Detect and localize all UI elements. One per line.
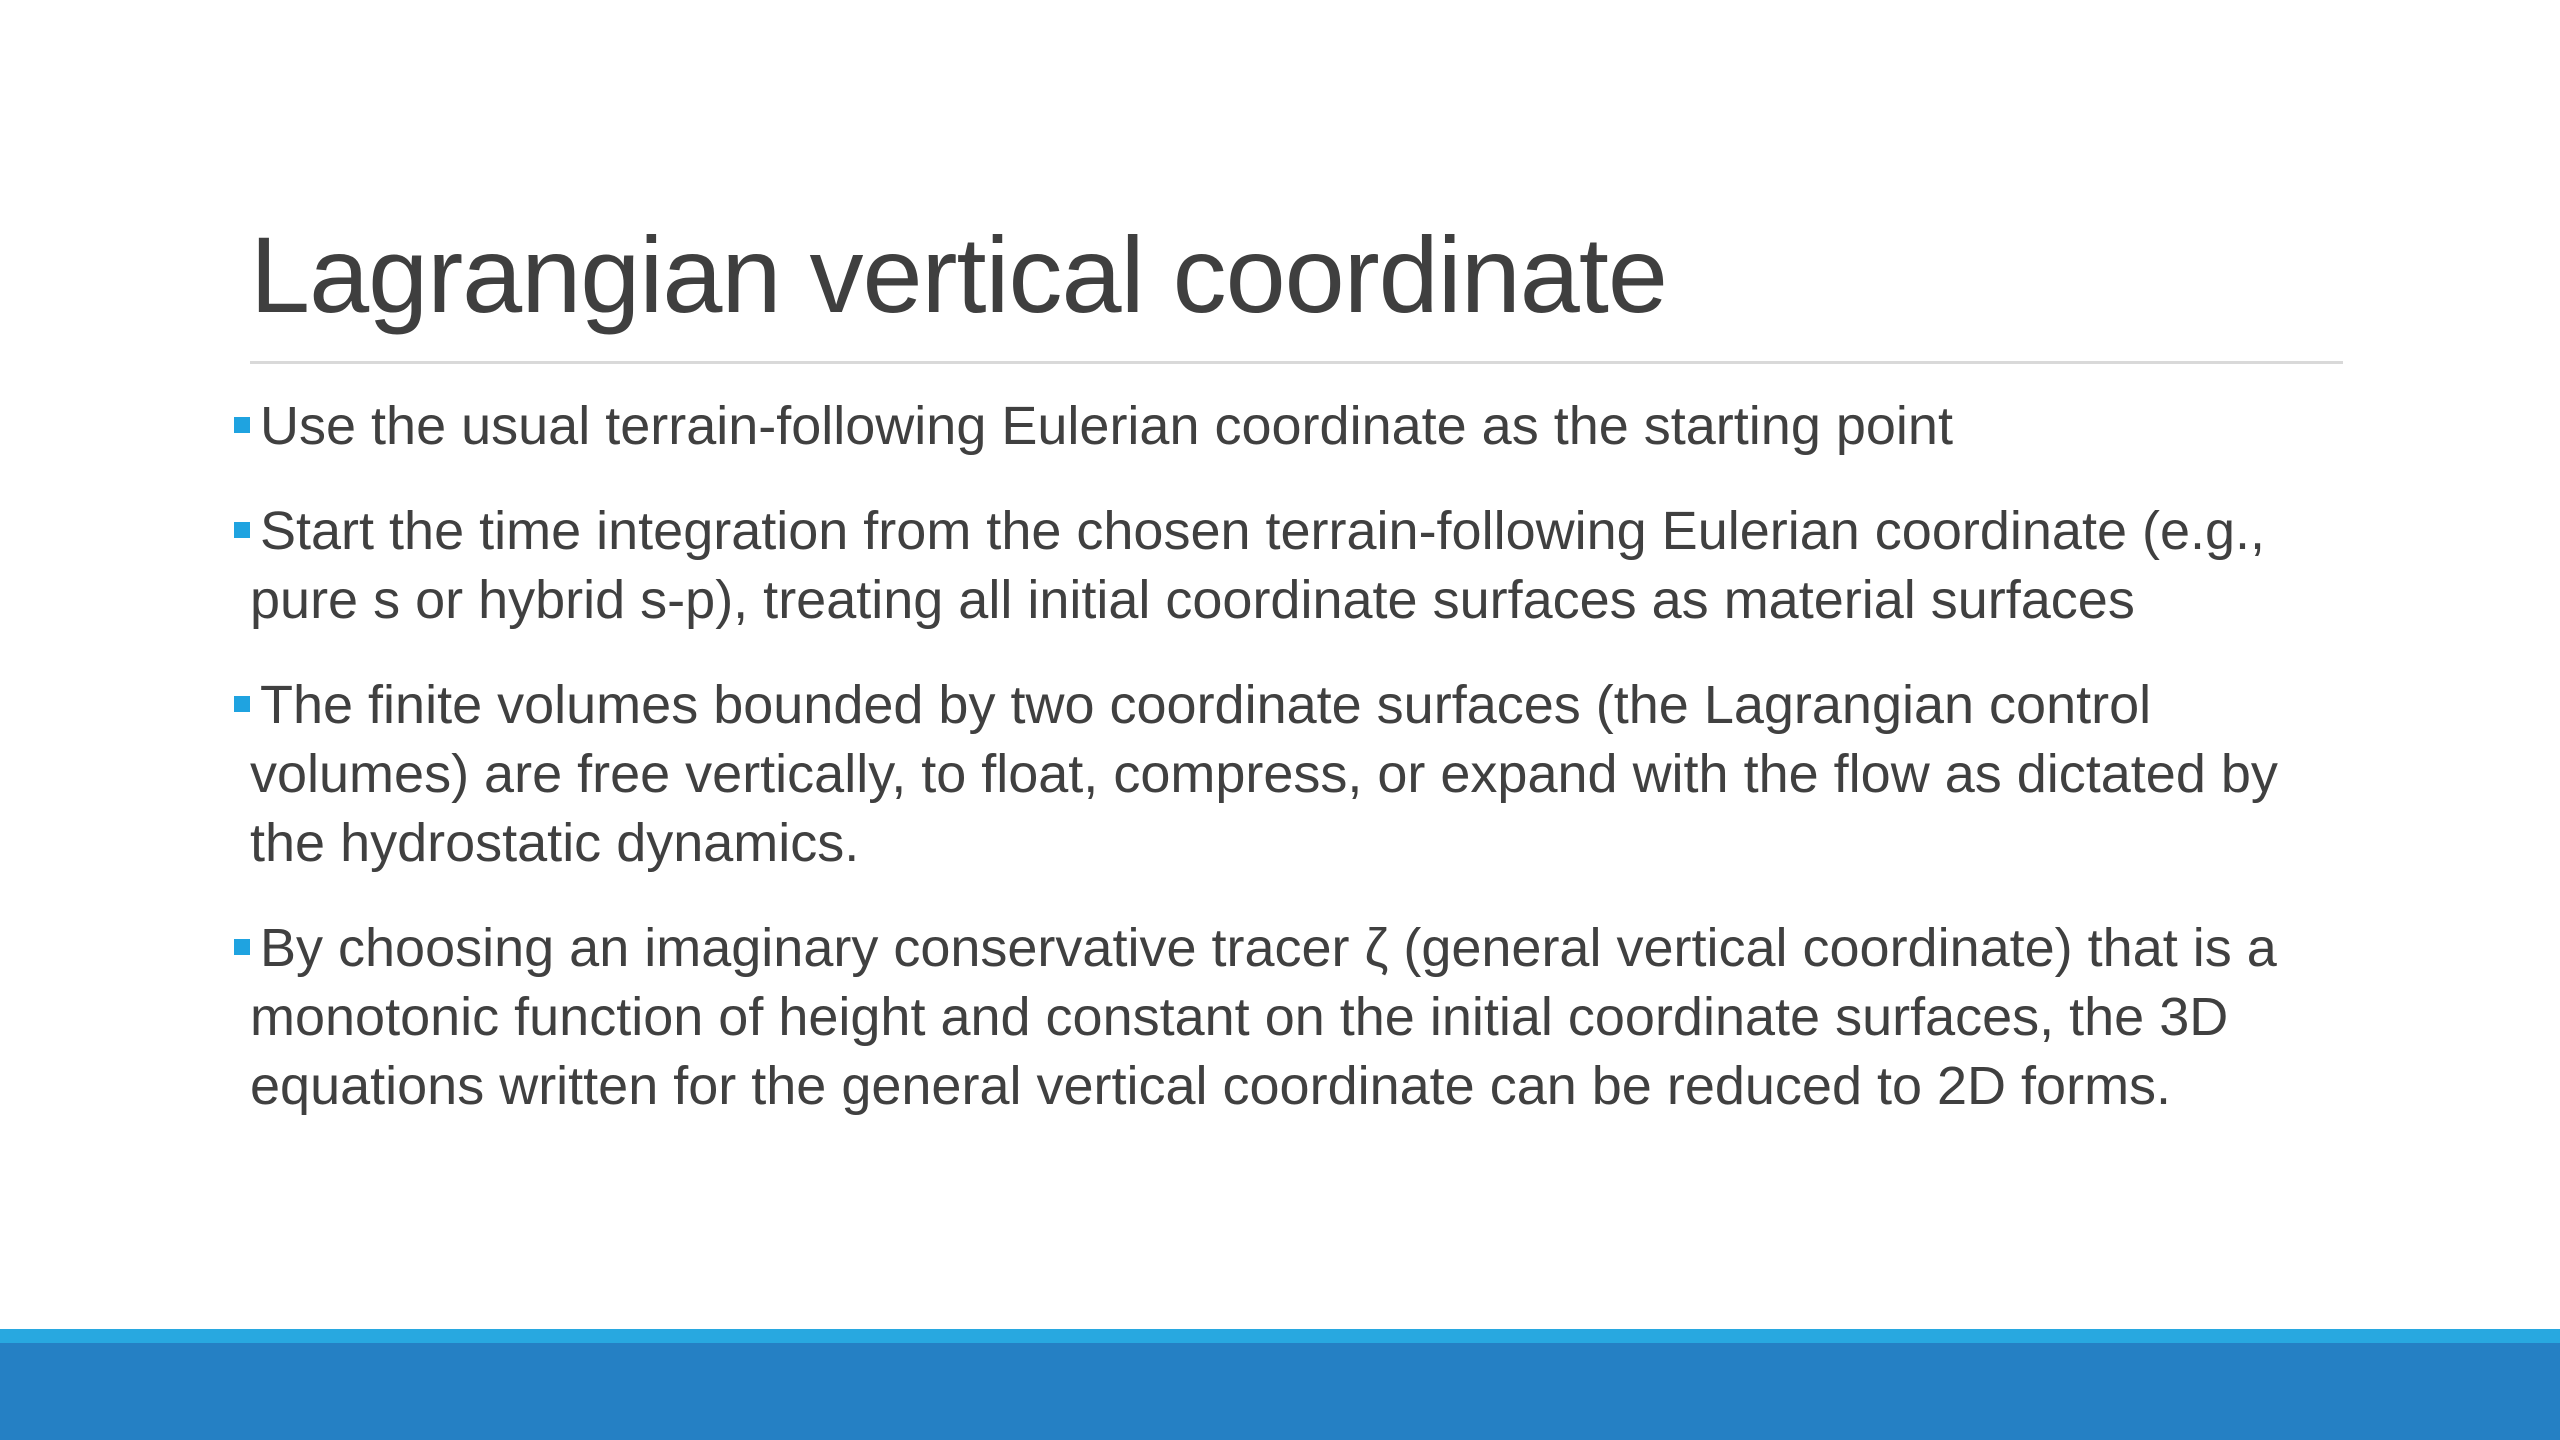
square-bullet-icon [234,417,250,433]
bullet-text: Use the usual terrain-following Eulerian coordinate as the starting point [260,396,1953,456]
footer-band [0,1343,2560,1440]
bullet-item [232,497,2344,635]
title-divider [250,361,2343,364]
square-bullet-icon [234,522,250,538]
slide-title: Lagrangian vertical coordinate [250,214,1667,335]
square-bullet-icon [234,939,250,955]
bullet-text: The finite volumes bounded by two coordinate surfaces (the Lagrangian control volumes) are free vertically, to float, compress, or expand with the flow as dictated by the hydrostatic dynamics. [250,675,2278,873]
bullet-text: By choosing an imaginary conservative tracer ζ (general vertical coordinate) that is a monotonic function of height and constant on the initial coordinate surfaces, the 3D equations written for the general vertical coordinate can be reduced to 2D forms. [250,918,2277,1116]
bullet-item [232,914,2344,1121]
bullet-item [232,392,2344,461]
square-bullet-icon [234,696,250,712]
footer-accent-bar [0,1329,2560,1343]
bullet-item [232,671,2344,878]
bullet-text: Start the time integration from the chosen terrain-following Eulerian coordinate (e.g., pure s or hybrid s-p), treating all initial coordinate surfaces as material surfaces [250,501,2266,630]
bullet-list [232,392,2344,1157]
